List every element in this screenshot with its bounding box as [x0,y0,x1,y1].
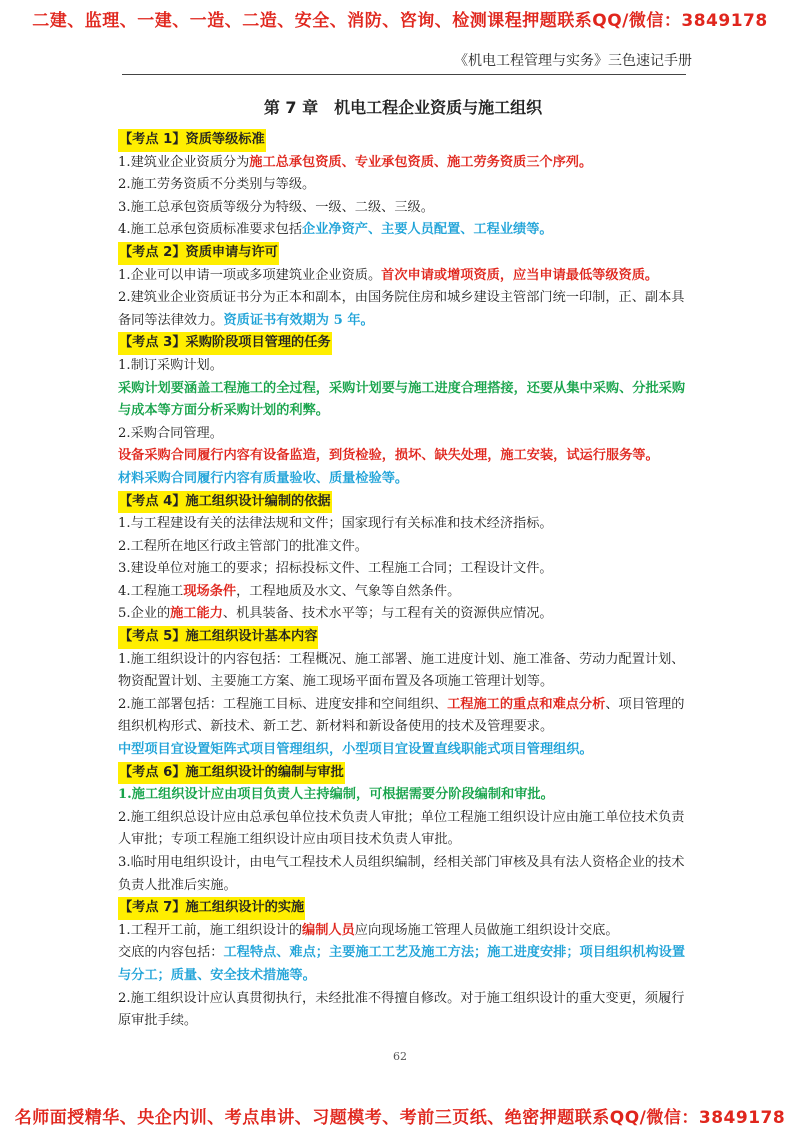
body-text: 1.建筑业企业资质分为 [118,154,250,170]
section-heading [118,897,688,920]
header-rule [122,74,686,75]
body-paragraph [118,784,688,807]
emphasis-text-blue: 材料采购合同履行内容有质量验收、质量检验等。 [118,470,409,486]
body-paragraph [118,197,688,220]
body-text: 1.企业可以申请一项或多项建筑业企业资质。 [118,267,382,283]
body-paragraph [118,920,688,943]
body-text: 1.工程开工前，施工组织设计的 [118,922,303,938]
body-paragraph [118,152,688,175]
section-heading-label: 【考点 1】资质等级标准 [118,129,266,152]
body-text: 1.施工组织设计的内容包括：工程概况、施工部署、施工进度计划、施工准备、劳动力配置计划、物资配置计划、主要施工方案、施工现场平面布置及各项施工管理计划等。 [118,651,685,690]
body-text: ，工程地质及水文、气象等自然条件。 [236,583,461,599]
body-text: 2.施工部署包括：工程施工目标、进度安排和空间组织、 [118,696,448,712]
body-paragraph [118,287,688,332]
body-text: 2.采购合同管理。 [118,425,223,441]
emphasis-text-blue: 企业净资产、主要人员配置、工程业绩等。 [302,222,553,238]
body-paragraph [118,581,688,604]
body-text: 、机具装备、技术水平等；与工程有关的资源供应情况。 [222,606,553,622]
section-heading-label: 【考点 2】资质申请与许可 [118,242,279,265]
body-text: 2.建筑业企业资质证书分为正本和副本，由国务院住房和城乡建设主管部门统一印制，正、副本具备同等法律效力。 [118,290,685,328]
body-paragraph [118,174,688,197]
body-paragraph [118,694,688,739]
emphasis-text-red: 首次申请或增项资质，应当申请最低等级资质。 [381,267,659,283]
page-number: 62 [393,1050,407,1063]
body-text: 4.施工总承包资质标准要求包括 [118,222,303,238]
body-text: 2.工程所在地区行政主管部门的批准文件。 [118,538,368,554]
section-heading [118,332,688,355]
section-heading [118,491,688,514]
emphasis-text-red: 工程施工的重点和难点分析 [447,696,606,712]
emphasis-text-blue: 工程特点、难点；主要施工工艺及施工方法；施工进度安排；项目组织机构设置与分工；质量、安全技术措施等。 [118,945,686,983]
section-heading [118,626,688,649]
emphasis-text-green: 采购计划要涵盖工程施工的全过程，采购计划要与施工进度合理搭接，还要从集中采购、分批采购与成本等方面分析采购计划的利弊。 [118,380,686,419]
section-heading-label: 【考点 7】施工组织设计的实施 [118,897,305,920]
emphasis-text-red: 施工总承包资质、专业承包资质、施工劳务资质三个序列。 [249,154,593,170]
body-text: 1.制订采购计划。 [118,357,223,373]
body-paragraph [118,219,688,242]
body-paragraph [118,536,688,559]
body-paragraph [118,513,688,536]
section-heading [118,242,688,265]
emphasis-text-blue: 中型项目宜设置矩阵式项目管理组织，小型项目宜设置直线职能式项目管理组织。 [118,742,593,758]
body-paragraph [118,807,688,852]
body-text: 应向现场施工管理人员做施工组织设计交底。 [354,922,619,938]
body-text: 2.施工组织总设计应由总承包单位技术负责人审批；单位工程施工组织设计应由施工单位技术负责人审批；专项工程施工组织设计应由项目技术负责人审批。 [118,809,685,848]
body-text: 3.临时用电组织设计，由电气工程技术人员组织编制，经相关部门审核及具有法人资格企业的技术负责人批准后实施。 [118,855,685,893]
body-text: 1.与工程建设有关的法律法规和文件；国家现行有关标准和技术经济指标。 [118,516,553,532]
body-text: 2.施工组织设计应认真贯彻执行，未经批准不得擅自修改。对于施工组织设计的重大变更，须履行原审批手续。 [118,990,685,1029]
body-paragraph [118,988,688,1033]
body-paragraph [118,378,688,423]
page-content [118,96,688,1033]
body-paragraph [118,852,688,897]
emphasis-text-red: 编制人员 [302,922,355,938]
section-heading-label: 【考点 5】施工组织设计基本内容 [118,626,318,649]
section-heading-label: 【考点 4】施工组织设计编制的依据 [118,491,332,514]
top-promo-banner: 二建、监理、一建、一造、二造、安全、消防、咨询、检测课程押题联系QQ/微信：3849178 [32,11,768,31]
running-header-title: 《机电工程管理与实务》三色速记手册 [454,53,692,69]
body-paragraph [118,265,688,288]
emphasis-text-red: 施工能力 [170,606,223,622]
section-heading [118,762,688,785]
bottom-promo-banner: 名师面授精华、央企内训、考点串讲、习题模考、考前三页纸、绝密押题联系QQ/微信：3849178 [14,1108,786,1128]
body-text: 、项目管理的组织机构形式、新技术、新工艺、新材料和新设备使用的技术及管理要求。 [118,696,685,735]
body-paragraph [118,603,688,626]
emphasis-text-red: 现场条件 [183,583,237,599]
emphasis-text-green: 1.施工组织设计应由项目负责人主持编制，可根据需要分阶段编制和审批。 [118,787,554,803]
sections-container [118,129,688,1033]
body-paragraph [118,445,688,468]
body-paragraph [118,558,688,581]
chapter-title: 第 7 章 机电工程企业资质与施工组织 [263,98,543,117]
body-paragraph [118,942,688,987]
emphasis-text-red: 设备采购合同履行内容有设备监造，到货检验，损坏、缺失处理，施工安装，试运行服务等。 [118,448,659,464]
section-heading [118,129,688,152]
body-text: 交底的内容包括： [118,945,224,961]
body-paragraph [118,468,688,491]
body-text: 3.施工总承包资质等级分为特级、一级、二级、三级。 [118,199,434,215]
body-text: 5.企业的 [118,606,171,622]
body-paragraph [118,739,688,762]
body-paragraph [118,649,688,694]
body-paragraph [118,355,688,378]
emphasis-text-blue: 资质证书有效期为 5 年。 [223,312,374,328]
body-text: 3.建设单位对施工的要求；招标投标文件、工程施工合同；工程设计文件。 [118,561,553,577]
body-text: 2.施工劳务资质不分类别与等级。 [118,177,316,193]
section-heading-label: 【考点 6】施工组织设计的编制与审批 [118,762,345,785]
section-heading-label: 【考点 3】采购阶段项目管理的任务 [118,332,332,355]
body-text: 4.工程施工 [118,583,184,599]
body-paragraph [118,423,688,446]
